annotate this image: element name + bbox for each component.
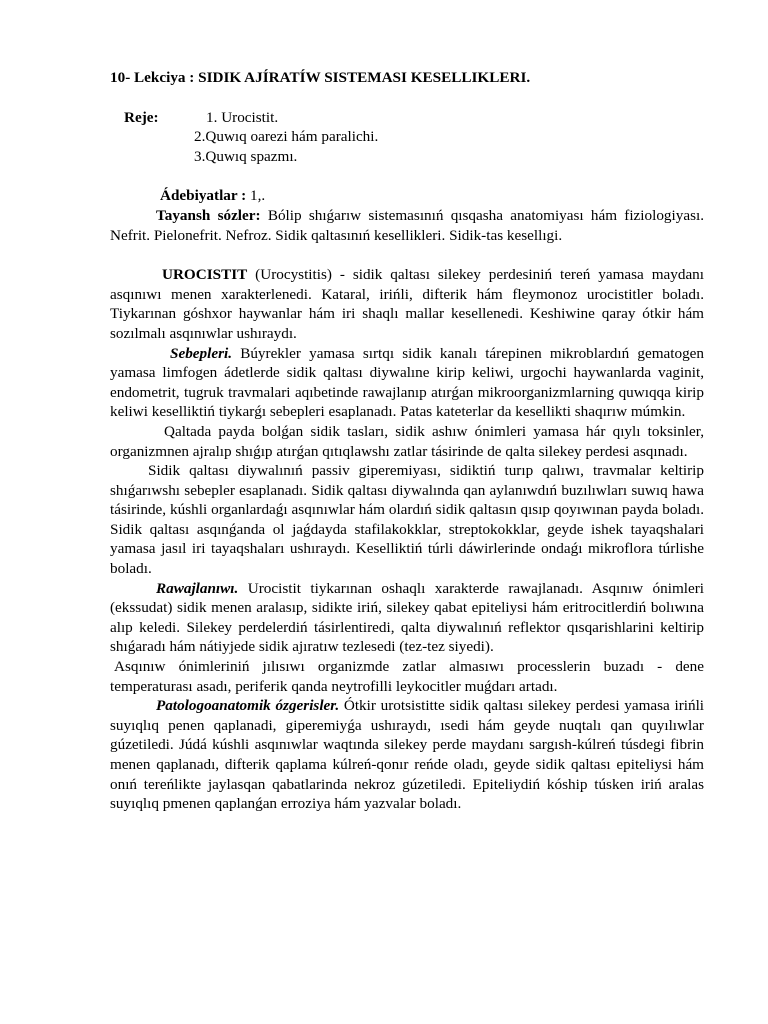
paragraph-development — [110, 579, 704, 657]
plan-item: 3.Quwıq spazmı. — [194, 147, 298, 165]
paragraph-metabolism: Asqınıw ónimleriniń jılısıwı organizmde zatlar almasıwı processlerin buzadı - dene temperaturası asadı, periferik qanda neytrofilli leykocitler muǵdarı artadı. — [110, 658, 704, 695]
lecture-title: 10- Lekciya : SIDIK AJÍRATÍW SISTEMASI KESELLIKLERI. — [110, 69, 531, 86]
plan-item: 2.Quwıq oarezi hám paralichi. — [194, 128, 379, 146]
keywords-text: Bólip shıǵarıw sistemasınıń qısqasha anatomiyası hám fiziologiyası. Nefrit. Pielonefrit. Nefroz. Sidik qaltasınıń kesellikleri. Sidik-tas kesellıgi. — [110, 206, 704, 244]
literature-label: Ádebiyatlar : — [160, 187, 247, 205]
paragraph-text: Urocistit tiykarınan oshaqlı xarakterde rawajlanadı. Asqınıw ónimleri (ekssudat) sidik menen aralasıp, sidikte iriń, silekey qabat epiteliysi hám eritrocitlerdiń bolıwına alıp keledi. Silekey perdelerdiń tásirlentiredi, qalta diywalınıń reflektor qısqarishlarini keltirip shıǵaradı hám nátiyjede sidik ajıratıw tezlesedi (tez-tez siyedi). — [110, 579, 704, 656]
plan-list — [194, 108, 378, 167]
literature-value: 1,. — [246, 187, 266, 205]
paragraph-lead: UROCISTIT — [162, 266, 248, 284]
paragraph-urocistit — [110, 265, 704, 343]
paragraph-stones: Qaltada payda bolǵan sidik tasları, sidik ashıw ónimleri yamasa hár qıylı toksinler, organizmnen ajralıp shıǵıp atırǵan qıtıqlawshı zatlar tásirinde de qalta silekey perdesi asqınadı. — [110, 422, 704, 460]
paragraph-lead: Patologoanatomik ózgerisler. — [156, 697, 340, 715]
paragraph-lead: Rawajlanıwı. — [156, 579, 239, 597]
paragraph-causes — [110, 344, 704, 422]
plan-block — [124, 108, 704, 167]
literature-line — [160, 186, 704, 206]
paragraph-text: Ótkir urotsistitte sidik qaltası silekey perdesi yamasa irińli suyıqlıq penen qaplanadi, giperemiyǵa ushıraydı, ısedi hám geyde nuqtalı qan quyılıwlar gúzetiledi. Júdá kúshli asqınıwlar waqtında silekey perde maydanı sargısh-kúlreń túsdegi fibrin menen qaplanadı, difterik qaplama kúlreń-qonır reńde oladı, geyde sidik qaltası epiteliysi hám onıń tereńlikte jaylasqan qabatlarinda nekroz gúzetiledi. Epiteliydiń kóship túsken iriń aralas suyıqlıq pmenen qaplanǵan erroziya hám yazvalar boladı. — [110, 697, 705, 813]
paragraph-lead: Sebepleri. — [170, 344, 233, 362]
spacer — [110, 245, 704, 265]
paragraph-text: (Urocystitis) - sidik qaltası silekey perdesiniń tereń yamasa maydanı asqınıwı menen xarakterlenedi. Kataral, irińli, difterik hám fleymonoz urocistitler boladı. Tiykarınan góshxor haywanlar hám iri shaqlı mallar kesellenedi. Keshiwine qaray ótkir hám sozılmalı asqınıwlar ushıraydı. — [110, 266, 704, 342]
paragraph-pathology — [110, 696, 704, 814]
keywords-paragraph — [110, 206, 704, 245]
paragraph-hyperemia: Sidik qaltası diywalınıń passiv giperemiyası, sidiktiń turıp qalıwı, travmalar keltirip shıǵarıwshı sebepler esaplanadı. Sidik qaltası diywalında qan aylanıwdıń buzılıwları suwıq hawa tásirinde, kúshli organlardaǵı asqınıwlar hám olardıń sidik qaltasın qısıp qoyıwınan payda boladı. Sidik qaltası asqınǵanda ol jaǵdayda stafilakokklar, streptokokklar, geyde ishek tayaqshalari yamasa jasıl iri tayaqshaları ushıraydı. Keselliktiń túrli dáwirlerinde ondaǵı mikroflora túrlishe boladı. — [110, 462, 704, 578]
plan-item: 1. Urocistit. — [206, 108, 279, 126]
keywords-label: Tayansh sózler: — [156, 206, 261, 224]
paragraph-text: Búyrekler yamasa sırtqı sidik kanalı tárepinen mikroblardıń gematogen yamasa limfogen ádetlerde sidik qaltası diywalıne kirip keliwi, urgochi haywanlarda vaginit, endometrit, tugruk travmalari aqıbetinde rawajlanıp atırǵan mikroorganizmlarning quwıqqa kirip keliwi keselliktiń tiykarǵı sebepleri esaplanadı. Patas kateterlar da kesellikti shaqırıw múmkin. — [110, 344, 704, 421]
plan-label: Reje: — [124, 108, 159, 126]
